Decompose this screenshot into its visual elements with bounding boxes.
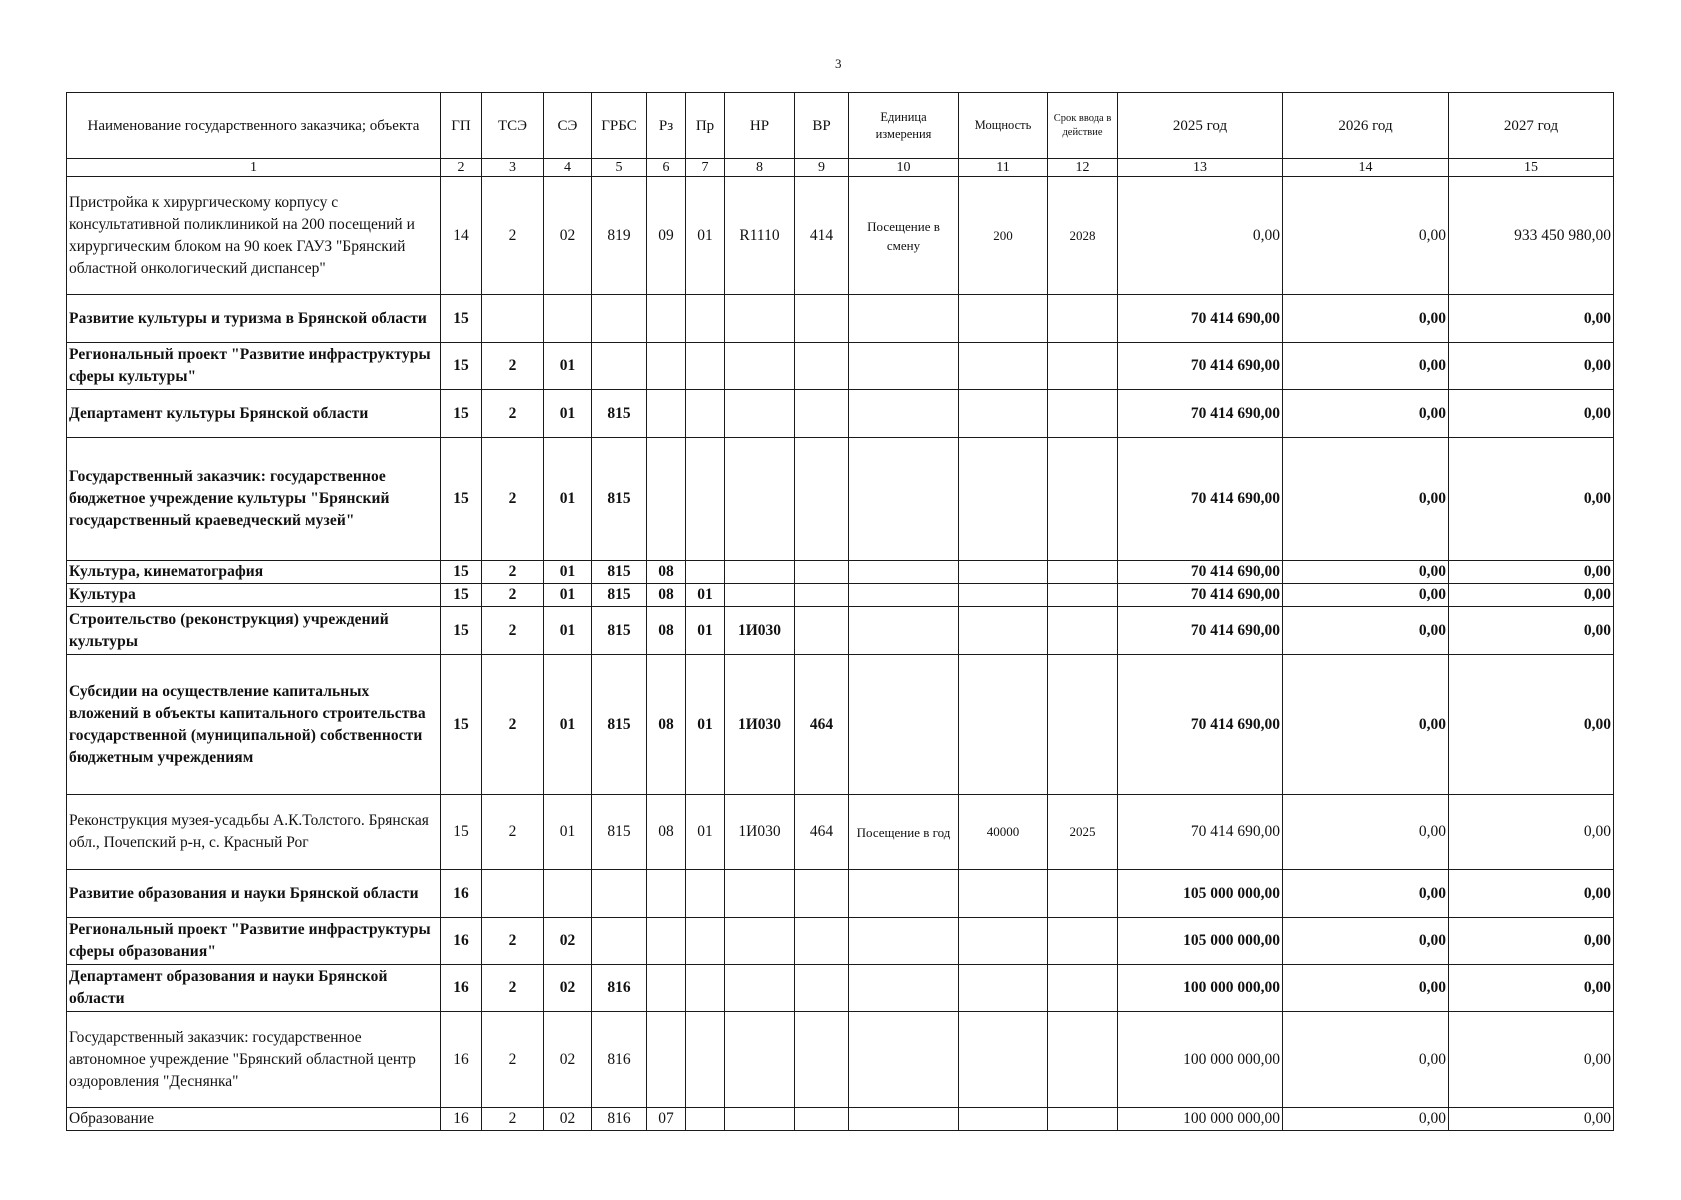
table-cell: [647, 965, 686, 1012]
table-cell: 816: [592, 1012, 647, 1108]
table-cell: 105 000 000,00: [1118, 870, 1283, 918]
page-number: 3: [835, 56, 842, 71]
table-row: [67, 561, 1614, 584]
table-cell: [1048, 870, 1118, 918]
table-cell: [795, 607, 849, 655]
table-cell: [592, 870, 647, 918]
table-cell: [849, 438, 959, 561]
table-cell: 70 414 690,00: [1118, 795, 1283, 870]
table-cell: 2: [482, 177, 544, 295]
table-cell: 01: [686, 584, 725, 607]
row-name-cell: Субсидии на осуществление капитальных вложений в объекты капитального строительства государственной (муниципальной) собственности бюджетным учреждениям: [67, 655, 441, 795]
table-cell: 01: [686, 655, 725, 795]
table-cell: [959, 965, 1048, 1012]
table-cell: 464: [795, 795, 849, 870]
table-cell: 70 414 690,00: [1118, 295, 1283, 343]
table-cell: 1И030: [725, 795, 795, 870]
table-cell: 16: [441, 965, 482, 1012]
table-cell: 1И030: [725, 607, 795, 655]
table-cell: 08: [647, 561, 686, 584]
table-cell: [725, 438, 795, 561]
table-cell: 0,00: [1449, 438, 1614, 561]
table-cell: 0,00: [1449, 390, 1614, 438]
table-cell: [1048, 918, 1118, 965]
header-cell: Пр: [686, 93, 725, 159]
table-cell: 0,00: [1449, 795, 1614, 870]
table-cell: [544, 870, 592, 918]
header-cell: ВР: [795, 93, 849, 159]
table-cell: 01: [686, 795, 725, 870]
table-cell: [959, 343, 1048, 390]
table-row: [67, 1012, 1614, 1108]
table-cell: 0,00: [1283, 795, 1449, 870]
column-number: 9: [795, 159, 849, 177]
table-cell: 2: [482, 438, 544, 561]
table-cell: 15: [441, 295, 482, 343]
table-cell: 0,00: [1283, 918, 1449, 965]
table-cell: 15: [441, 607, 482, 655]
table-cell: [849, 295, 959, 343]
table-cell: [1048, 343, 1118, 390]
table-cell: [849, 607, 959, 655]
table-cell: 2: [482, 918, 544, 965]
table-cell: 15: [441, 343, 482, 390]
table-cell: [686, 918, 725, 965]
table-cell: [647, 870, 686, 918]
table-cell: 0,00: [1283, 1108, 1449, 1131]
table-cell: 15: [441, 561, 482, 584]
column-number: 12: [1048, 159, 1118, 177]
table-cell: 01: [544, 607, 592, 655]
column-number: 4: [544, 159, 592, 177]
header-cell: Единица измерения: [849, 93, 959, 159]
column-number: 15: [1449, 159, 1614, 177]
table-cell: 02: [544, 177, 592, 295]
table-cell: Посещение в смену: [849, 177, 959, 295]
table-cell: 0,00: [1283, 177, 1449, 295]
table-row: [67, 390, 1614, 438]
table-row: [67, 584, 1614, 607]
table-cell: [482, 870, 544, 918]
table-cell: 0,00: [1283, 965, 1449, 1012]
table-cell: [686, 438, 725, 561]
table-cell: 2: [482, 390, 544, 438]
table-cell: [647, 295, 686, 343]
table-cell: [725, 584, 795, 607]
table-cell: 0,00: [1283, 584, 1449, 607]
table-cell: [1048, 655, 1118, 795]
table-cell: 70 414 690,00: [1118, 343, 1283, 390]
column-number: 8: [725, 159, 795, 177]
table-cell: 40000: [959, 795, 1048, 870]
column-number: 3: [482, 159, 544, 177]
table-cell: [686, 1012, 725, 1108]
header-cell: 2027 год: [1449, 93, 1614, 159]
table-cell: [544, 295, 592, 343]
table-cell: [959, 1012, 1048, 1108]
table-cell: [592, 295, 647, 343]
header-cell: Наименование государственного заказчика; объекта: [67, 93, 441, 159]
table-cell: [725, 295, 795, 343]
header-cell: НР: [725, 93, 795, 159]
row-name-cell: Реконструкция музея-усадьбы А.К.Толстого. Брянская обл., Почепский р-н, с. Красный Рог: [67, 795, 441, 870]
header-cell: ТСЭ: [482, 93, 544, 159]
row-name-cell: Развитие культуры и туризма в Брянской области: [67, 295, 441, 343]
header-cell: 2026 год: [1283, 93, 1449, 159]
table-cell: [686, 870, 725, 918]
table-cell: [959, 607, 1048, 655]
table-cell: 0,00: [1449, 295, 1614, 343]
table-cell: [849, 655, 959, 795]
table-cell: [959, 918, 1048, 965]
table-cell: 815: [592, 655, 647, 795]
table-cell: 2: [482, 343, 544, 390]
table-cell: 01: [686, 177, 725, 295]
row-name-cell: Культура, кинематография: [67, 561, 441, 584]
table-cell: 0,00: [1449, 584, 1614, 607]
table-cell: [1048, 1012, 1118, 1108]
table-cell: 2: [482, 655, 544, 795]
table-cell: [959, 1108, 1048, 1131]
table-cell: 2: [482, 965, 544, 1012]
table-body: [67, 177, 1614, 1131]
table-cell: 933 450 980,00: [1449, 177, 1614, 295]
table-cell: [1048, 607, 1118, 655]
table-cell: 01: [544, 343, 592, 390]
column-number: 10: [849, 159, 959, 177]
table-cell: 2: [482, 795, 544, 870]
budget-table: [66, 92, 1614, 1131]
table-cell: 02: [544, 918, 592, 965]
table-cell: [849, 584, 959, 607]
table-cell: 0,00: [1283, 343, 1449, 390]
table-cell: 08: [647, 655, 686, 795]
table-cell: 15: [441, 795, 482, 870]
table-cell: 01: [544, 438, 592, 561]
table-cell: 0,00: [1283, 390, 1449, 438]
table-cell: 0,00: [1449, 1012, 1614, 1108]
column-number: 1: [67, 159, 441, 177]
table-cell: [686, 295, 725, 343]
table-row: [67, 918, 1614, 965]
table-cell: 815: [592, 607, 647, 655]
table-cell: [795, 870, 849, 918]
table-cell: 08: [647, 607, 686, 655]
table-cell: [849, 965, 959, 1012]
table-cell: 15: [441, 390, 482, 438]
table-cell: 01: [544, 655, 592, 795]
table-cell: R1110: [725, 177, 795, 295]
table-row: [67, 655, 1614, 795]
table-cell: 815: [592, 584, 647, 607]
table-cell: [647, 1012, 686, 1108]
column-number: 14: [1283, 159, 1449, 177]
table-cell: 14: [441, 177, 482, 295]
table-cell: [795, 1012, 849, 1108]
table-cell: [1048, 295, 1118, 343]
row-name-cell: Пристройка к хирургическому корпусу с консультативной поликлиникой на 200 посещений и хирургическим блоком на 90 коек ГАУЗ "Брянский областной онкологический диспансер": [67, 177, 441, 295]
table-cell: [725, 561, 795, 584]
table-cell: 01: [544, 795, 592, 870]
table-cell: 200: [959, 177, 1048, 295]
table-cell: 0,00: [1449, 607, 1614, 655]
table-cell: 0,00: [1283, 295, 1449, 343]
table-cell: [686, 1108, 725, 1131]
column-number: 6: [647, 159, 686, 177]
table-cell: [849, 870, 959, 918]
table-cell: 815: [592, 438, 647, 561]
table-cell: 70 414 690,00: [1118, 438, 1283, 561]
table-cell: 100 000 000,00: [1118, 1012, 1283, 1108]
table-cell: [849, 1012, 959, 1108]
table-cell: [959, 390, 1048, 438]
table-cell: 15: [441, 655, 482, 795]
table-cell: 01: [686, 607, 725, 655]
table-cell: 02: [544, 965, 592, 1012]
table-cell: 2: [482, 607, 544, 655]
table-cell: [1048, 561, 1118, 584]
table-cell: [647, 438, 686, 561]
table-cell: 2: [482, 561, 544, 584]
column-number: 11: [959, 159, 1048, 177]
table-cell: 02: [544, 1108, 592, 1131]
table-cell: [725, 918, 795, 965]
header-cell: ГП: [441, 93, 482, 159]
table-cell: 15: [441, 584, 482, 607]
table-cell: 0,00: [1449, 343, 1614, 390]
table-cell: 01: [544, 390, 592, 438]
table-cell: 0,00: [1449, 918, 1614, 965]
table-cell: [647, 343, 686, 390]
table-cell: [959, 870, 1048, 918]
table-cell: [482, 295, 544, 343]
table-cell: 819: [592, 177, 647, 295]
table-cell: [725, 870, 795, 918]
table-cell: [647, 918, 686, 965]
table-cell: [959, 295, 1048, 343]
table-cell: 2028: [1048, 177, 1118, 295]
table-cell: 15: [441, 438, 482, 561]
row-name-cell: Департамент культуры Брянской области: [67, 390, 441, 438]
table-cell: [959, 561, 1048, 584]
table-cell: [959, 438, 1048, 561]
table-cell: 0,00: [1449, 1108, 1614, 1131]
table-row: [67, 870, 1614, 918]
table-cell: [725, 965, 795, 1012]
table-cell: 0,00: [1118, 177, 1283, 295]
table-cell: [725, 1108, 795, 1131]
table-cell: [1048, 438, 1118, 561]
row-name-cell: Развитие образования и науки Брянской области: [67, 870, 441, 918]
table-cell: [725, 343, 795, 390]
column-number: 5: [592, 159, 647, 177]
table-cell: 70 414 690,00: [1118, 561, 1283, 584]
table-cell: [686, 965, 725, 1012]
table-cell: [795, 343, 849, 390]
table-cell: [849, 1108, 959, 1131]
table-cell: [795, 918, 849, 965]
table-cell: 0,00: [1449, 561, 1614, 584]
row-name-cell: Государственный заказчик: государственное автономное учреждение "Брянский областной центр оздоровления "Деснянка": [67, 1012, 441, 1108]
table-cell: [1048, 390, 1118, 438]
table-cell: 02: [544, 1012, 592, 1108]
table-cell: [1048, 965, 1118, 1012]
row-name-cell: Департамент образования и науки Брянской области: [67, 965, 441, 1012]
table-cell: [686, 390, 725, 438]
table-cell: 09: [647, 177, 686, 295]
table-cell: 0,00: [1283, 1012, 1449, 1108]
table-cell: 815: [592, 561, 647, 584]
table-cell: 70 414 690,00: [1118, 584, 1283, 607]
table-cell: 0,00: [1283, 438, 1449, 561]
table-cell: [795, 1108, 849, 1131]
table-cell: 70 414 690,00: [1118, 655, 1283, 795]
table-cell: 08: [647, 584, 686, 607]
row-name-cell: Культура: [67, 584, 441, 607]
table-cell: [795, 390, 849, 438]
table-cell: [725, 390, 795, 438]
table-cell: 816: [592, 1108, 647, 1131]
table-cell: [592, 343, 647, 390]
table-cell: 0,00: [1283, 655, 1449, 795]
table-row: [67, 177, 1614, 295]
table-cell: [592, 918, 647, 965]
table-cell: 0,00: [1283, 607, 1449, 655]
header-cell: Мощность: [959, 93, 1048, 159]
table-cell: 414: [795, 177, 849, 295]
table-cell: [647, 390, 686, 438]
table-cell: 0,00: [1449, 870, 1614, 918]
column-number: 2: [441, 159, 482, 177]
table-cell: [795, 295, 849, 343]
table-cell: [795, 584, 849, 607]
row-name-cell: Региональный проект "Развитие инфраструктуры сферы образования": [67, 918, 441, 965]
table-cell: [959, 584, 1048, 607]
table-row: [67, 607, 1614, 655]
table-cell: 0,00: [1449, 655, 1614, 795]
table-cell: [1048, 1108, 1118, 1131]
column-number: 13: [1118, 159, 1283, 177]
header-cell: 2025 год: [1118, 93, 1283, 159]
row-name-cell: Строительство (реконструкция) учреждений культуры: [67, 607, 441, 655]
table-cell: 105 000 000,00: [1118, 918, 1283, 965]
table-cell: 16: [441, 870, 482, 918]
table-cell: 100 000 000,00: [1118, 965, 1283, 1012]
row-name-cell: Региональный проект "Развитие инфраструктуры сферы культуры": [67, 343, 441, 390]
table-cell: 100 000 000,00: [1118, 1108, 1283, 1131]
table-cell: 816: [592, 965, 647, 1012]
table-cell: [849, 390, 959, 438]
header-cell: Срок ввода в действие: [1048, 93, 1118, 159]
table-cell: 01: [544, 584, 592, 607]
table-cell: 2: [482, 1012, 544, 1108]
header-cell: СЭ: [544, 93, 592, 159]
table-cell: 08: [647, 795, 686, 870]
header-cell: ГРБС: [592, 93, 647, 159]
table-row: [67, 295, 1614, 343]
table-cell: 0,00: [1283, 561, 1449, 584]
table-cell: 07: [647, 1108, 686, 1131]
column-number: 7: [686, 159, 725, 177]
header-cell: Рз: [647, 93, 686, 159]
table-cell: 2: [482, 584, 544, 607]
table-cell: [849, 343, 959, 390]
table-cell: [725, 1012, 795, 1108]
table-cell: 815: [592, 390, 647, 438]
column-number-row: [67, 159, 1614, 177]
table-row: [67, 343, 1614, 390]
table-cell: [1048, 584, 1118, 607]
table-cell: 16: [441, 1108, 482, 1131]
table-cell: [849, 561, 959, 584]
table-cell: 70 414 690,00: [1118, 390, 1283, 438]
table-row: [67, 1108, 1614, 1131]
table-cell: 16: [441, 1012, 482, 1108]
row-name-cell: Образование: [67, 1108, 441, 1131]
table-row: [67, 795, 1614, 870]
table-cell: [849, 918, 959, 965]
row-name-cell: Государственный заказчик: государственное бюджетное учреждение культуры "Брянский государственный краеведческий музей": [67, 438, 441, 561]
table-row: [67, 965, 1614, 1012]
table-cell: 815: [592, 795, 647, 870]
table-cell: 0,00: [1449, 965, 1614, 1012]
table-cell: [795, 438, 849, 561]
table-cell: [795, 561, 849, 584]
table-row: [67, 438, 1614, 561]
table-cell: 2: [482, 1108, 544, 1131]
table-cell: [686, 343, 725, 390]
table-cell: 0,00: [1283, 870, 1449, 918]
table-cell: [686, 561, 725, 584]
table-cell: 01: [544, 561, 592, 584]
table-cell: [959, 655, 1048, 795]
table-cell: 464: [795, 655, 849, 795]
table-cell: 1И030: [725, 655, 795, 795]
table-cell: [795, 965, 849, 1012]
table-cell: 70 414 690,00: [1118, 607, 1283, 655]
header-row: [67, 93, 1614, 159]
table-cell: 2025: [1048, 795, 1118, 870]
table-cell: 16: [441, 918, 482, 965]
table-cell: Посещение в год: [849, 795, 959, 870]
